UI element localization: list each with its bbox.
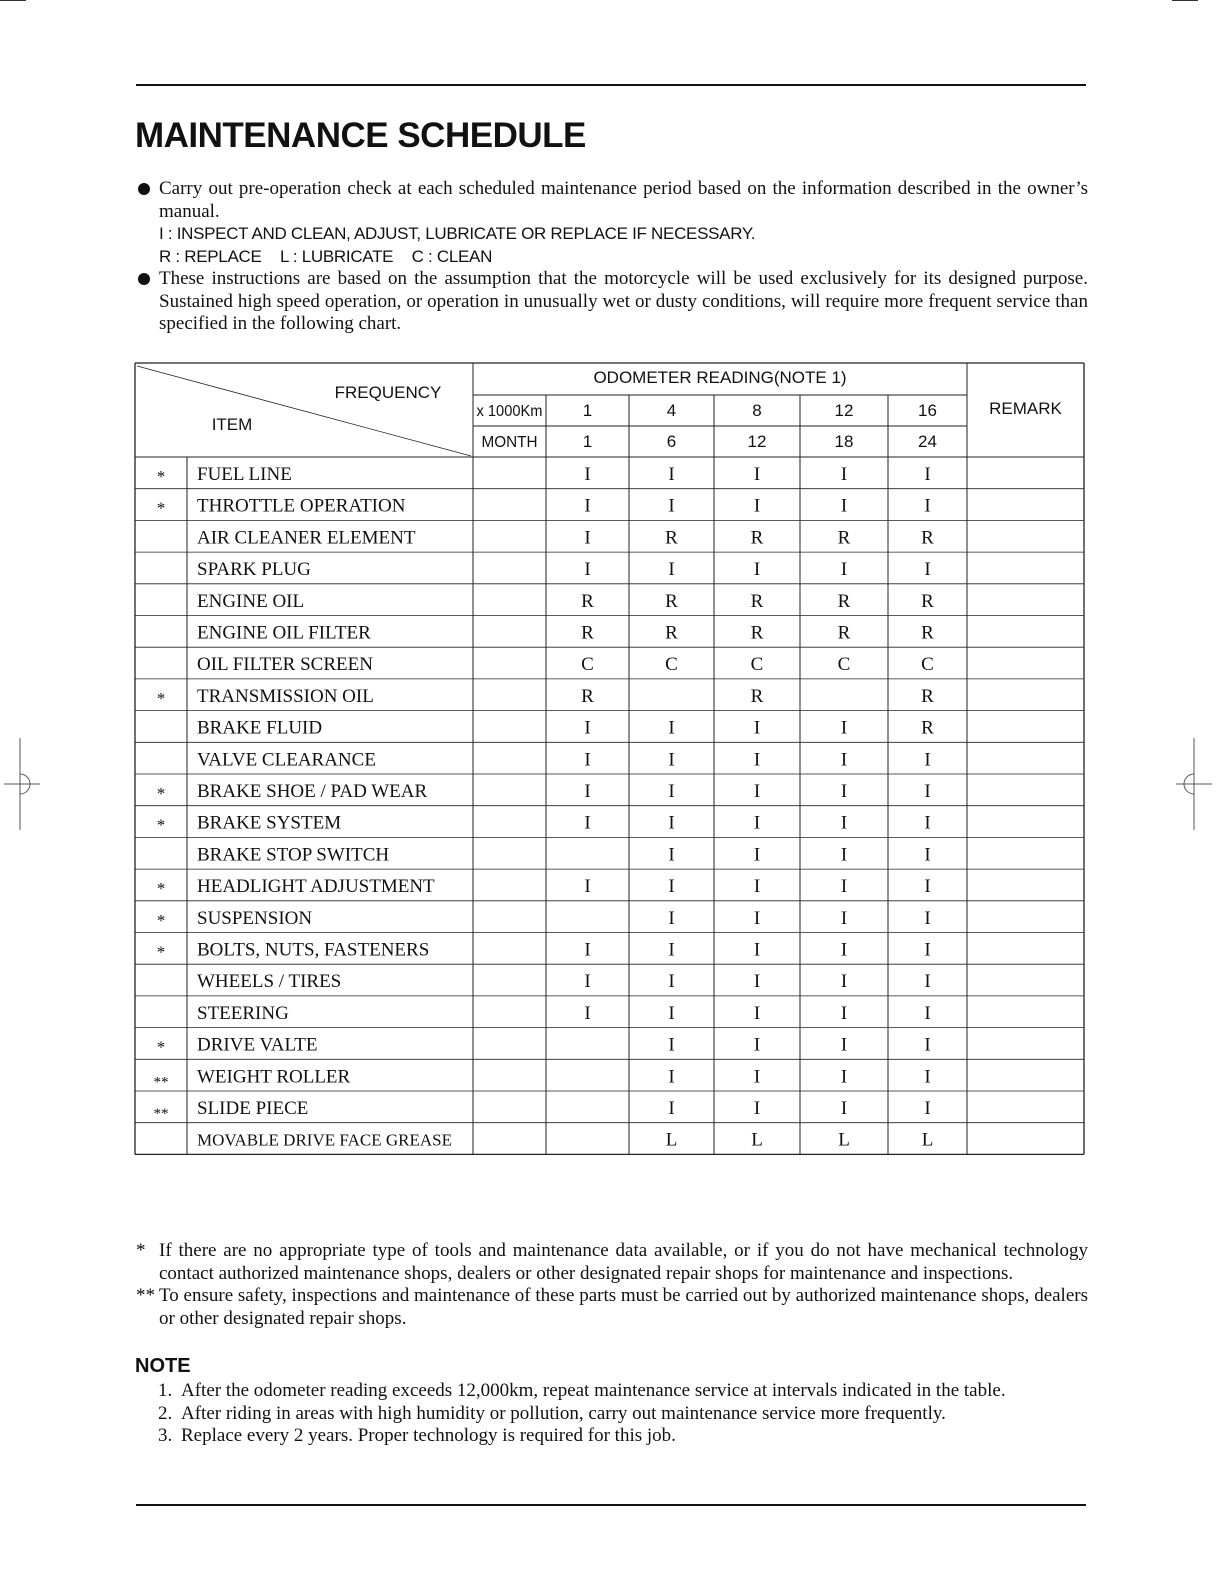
schedule-cell: I xyxy=(924,1066,931,1088)
schedule-cell: R xyxy=(921,622,934,644)
footnote-mark: ** xyxy=(136,1285,155,1306)
schedule-cell: I xyxy=(840,749,848,771)
footnote-mark: * xyxy=(136,1240,146,1261)
schedule-cell: R xyxy=(665,527,678,549)
row-item-label: BRAKE SYSTEM xyxy=(197,812,342,834)
schedule-cell: I xyxy=(840,495,848,517)
km-label: x 1000Km xyxy=(476,403,543,420)
month-value: 6 xyxy=(666,432,677,451)
note-number: 2. xyxy=(158,1402,173,1424)
km-value: 12 xyxy=(834,401,854,420)
month-value: 24 xyxy=(918,432,937,451)
row-item-label: FUEL LINE xyxy=(197,464,292,485)
row-item-label: VALVE CLEARANCE xyxy=(197,749,376,771)
schedule-cell: C xyxy=(921,654,934,676)
schedule-cell: I xyxy=(753,1098,761,1119)
row-mark: * xyxy=(156,910,166,930)
bottom-rule xyxy=(136,1504,1086,1506)
footnote xyxy=(136,1240,1088,1285)
schedule-cell: I xyxy=(840,1066,848,1088)
row-item-label: BRAKE SHOE / PAD WEAR xyxy=(197,781,428,802)
schedule-cell: I xyxy=(840,1034,848,1056)
schedule-cell: I xyxy=(924,1034,931,1056)
schedule-cell: I xyxy=(668,749,675,771)
schedule-cell: I xyxy=(753,1034,761,1056)
schedule-cell: I xyxy=(584,781,591,802)
schedule-cell: C xyxy=(750,654,764,676)
row-item-label: STEERING xyxy=(197,1002,289,1024)
schedule-cell: I xyxy=(924,464,931,485)
schedule-cell: I xyxy=(668,1098,675,1119)
schedule-cell: I xyxy=(668,939,675,961)
schedule-cell: I xyxy=(753,1002,761,1024)
row-item-label: ENGINE OIL FILTER xyxy=(197,622,371,644)
row-item-label: AIR CLEANER ELEMENT xyxy=(197,527,416,549)
km-value: 8 xyxy=(752,401,762,420)
schedule-cell: I xyxy=(840,1002,848,1024)
row-mark: * xyxy=(156,879,166,899)
schedule-cell: R xyxy=(581,685,594,707)
row-item-label: WHEELS / TIRES xyxy=(197,971,342,993)
schedule-cell: C xyxy=(837,654,851,676)
schedule-cell: I xyxy=(840,559,848,581)
schedule-cell: I xyxy=(840,464,848,485)
note-item xyxy=(158,1380,1088,1403)
footnote-text: To ensure safety, inspections and maintenance of these parts must be carried out by authorized maintenance shops, dealers or other designated repair shops. xyxy=(159,1285,1088,1329)
schedule-cell: I xyxy=(924,907,931,929)
note-text: Replace every 2 years. Proper technology is required for this job. xyxy=(181,1425,676,1446)
legend-replace: R : REPLACE xyxy=(159,246,262,266)
schedule-cell: I xyxy=(753,559,761,581)
schedule-cell: I xyxy=(753,781,761,802)
schedule-cell: I xyxy=(584,939,591,961)
schedule-cell: I xyxy=(584,717,591,739)
header-diagonal-line xyxy=(137,366,471,456)
row-item-label: SUSPENSION xyxy=(197,907,313,929)
schedule-cell: I xyxy=(584,527,591,549)
schedule-cell: I xyxy=(924,1098,931,1119)
schedule-cell: I xyxy=(924,781,931,802)
frequency-label: FREQUENCY xyxy=(334,383,442,402)
schedule-cell: I xyxy=(840,939,848,961)
item-label: ITEM xyxy=(211,415,253,434)
note-heading: NOTE xyxy=(135,1355,191,1377)
legend-clean: C : CLEAN xyxy=(411,246,493,266)
month-value: 18 xyxy=(834,432,854,451)
schedule-cell: I xyxy=(584,971,591,993)
schedule-cell: I xyxy=(584,1002,591,1024)
schedule-cell: I xyxy=(840,907,848,929)
schedule-cell: R xyxy=(665,590,678,612)
schedule-cell: I xyxy=(584,495,591,517)
schedule-cell: I xyxy=(753,939,761,961)
schedule-cell: C xyxy=(665,654,678,676)
schedule-cell: L xyxy=(838,1129,850,1151)
month-value: 1 xyxy=(582,432,593,451)
row-item-label: ENGINE OIL xyxy=(197,590,305,612)
schedule-cell: R xyxy=(837,622,851,644)
schedule-cell: I xyxy=(584,812,591,834)
legend-lubricate: L : LUBRICATE xyxy=(279,246,394,266)
month-value: 12 xyxy=(747,432,767,451)
row-item-label: SLIDE PIECE xyxy=(197,1098,309,1119)
schedule-cell: R xyxy=(921,527,934,549)
footnote-text: If there are no appropriate type of tools and maintenance data available, or if you do not have mechanical technology contact authorized maintenance shops, dealers or other designated repair shops for maintenance and inspections. xyxy=(159,1240,1088,1284)
schedule-cell: I xyxy=(668,971,675,993)
schedule-cell: L xyxy=(665,1129,678,1151)
schedule-cell: I xyxy=(924,971,931,993)
schedule-cell: R xyxy=(581,622,594,644)
notes-list xyxy=(158,1380,1088,1448)
row-mark: * xyxy=(156,1037,166,1057)
row-item-label: BOLTS, NUTS, FASTENERS xyxy=(197,939,430,961)
schedule-cell: R xyxy=(750,590,764,612)
row-mark: * xyxy=(156,815,166,835)
row-mark: ** xyxy=(153,1106,169,1122)
schedule-cell: I xyxy=(668,1066,675,1088)
schedule-cell: I xyxy=(753,495,761,517)
schedule-cell: I xyxy=(668,1002,675,1024)
schedule-cell: R xyxy=(750,685,764,707)
schedule-cell: I xyxy=(668,559,675,581)
schedule-cell: I xyxy=(668,844,675,866)
row-mark: * xyxy=(156,498,166,518)
schedule-cell: I xyxy=(840,781,848,802)
km-value: 1 xyxy=(582,401,593,420)
schedule-cell: I xyxy=(924,749,931,771)
note-item xyxy=(158,1425,1088,1448)
row-item-label: MOVABLE DRIVE FACE GREASE xyxy=(197,1130,452,1150)
schedule-cell: R xyxy=(581,590,594,612)
schedule-cell: I xyxy=(924,876,931,898)
schedule-cell: C xyxy=(581,654,594,676)
schedule-cell: I xyxy=(584,749,591,771)
schedule-cell: R xyxy=(837,590,851,612)
schedule-cell: I xyxy=(584,876,591,898)
schedule-cell: R xyxy=(921,685,934,707)
footnote xyxy=(136,1285,1088,1330)
schedule-cell: R xyxy=(750,527,764,549)
schedule-cell: I xyxy=(753,717,761,739)
schedule-cell: I xyxy=(840,812,848,834)
schedule-cell: R xyxy=(750,622,764,644)
schedule-cell: I xyxy=(668,717,675,739)
month-label: MONTH xyxy=(481,434,538,451)
schedule-cell: I xyxy=(924,1002,931,1024)
schedule-cell: R xyxy=(921,590,934,612)
km-value: 16 xyxy=(918,401,937,420)
note-text: After riding in areas with high humidity or pollution, carry out maintenance service more frequently. xyxy=(181,1402,946,1424)
row-item-label: DRIVE VALTE xyxy=(197,1034,318,1056)
schedule-cell: L xyxy=(921,1129,934,1151)
row-item-label: THROTTLE OPERATION xyxy=(197,495,406,517)
schedule-cell: I xyxy=(924,495,931,517)
schedule-cell: R xyxy=(921,717,934,739)
remark-label: REMARK xyxy=(989,399,1062,418)
schedule-cell: I xyxy=(840,1098,848,1119)
schedule-cell: I xyxy=(668,781,675,802)
schedule-cell: I xyxy=(924,939,931,961)
intro-bullet-text: These instructions are based on the assumption that the motorcycle will be used exclusively for its designed purpose. Sustained high speed operation, or operation in unusually wet or dusty conditions, will require more frequent service than specified in the following chart. xyxy=(159,268,1088,334)
note-item xyxy=(158,1403,1088,1426)
schedule-cell: I xyxy=(753,876,761,898)
schedule-cell: I xyxy=(668,1034,675,1056)
schedule-cell: I xyxy=(924,812,931,834)
schedule-cell: R xyxy=(665,622,678,644)
row-item-label: OIL FILTER SCREEN xyxy=(197,654,373,676)
schedule-cell: I xyxy=(668,812,675,834)
schedule-cell: I xyxy=(840,717,848,739)
schedule-cell: I xyxy=(753,812,761,834)
row-item-label: TRANSMISSION OIL xyxy=(197,685,374,707)
footnotes xyxy=(136,1240,1088,1330)
page-title: MAINTENANCE SCHEDULE xyxy=(135,116,586,155)
schedule-cell: I xyxy=(753,464,761,485)
schedule-cell: R xyxy=(837,527,851,549)
schedule-cell: I xyxy=(753,971,761,993)
schedule-cell: I xyxy=(840,876,848,898)
row-item-label: SPARK PLUG xyxy=(197,559,311,581)
row-item-label: HEADLIGHT ADJUSTMENT xyxy=(197,876,435,898)
note-number: 3. xyxy=(158,1425,173,1446)
legend-line-1: I : INSPECT AND CLEAN, ADJUST, LUBRICATE OR REPLACE IF NECESSARY. xyxy=(159,224,756,243)
schedule-cell: I xyxy=(840,971,848,993)
row-mark: * xyxy=(156,784,166,803)
schedule-cell: I xyxy=(668,907,675,929)
schedule-cell: L xyxy=(751,1129,763,1151)
schedule-cell: I xyxy=(924,559,931,581)
schedule-cell: I xyxy=(924,844,931,866)
schedule-cell: I xyxy=(668,464,675,485)
row-item-label: WEIGHT ROLLER xyxy=(197,1066,351,1088)
intro-bullet-text: Carry out pre-operation check at each scheduled maintenance period based on the information described in the owner’s manual. xyxy=(159,178,1088,222)
note-number: 1. xyxy=(158,1380,173,1401)
schedule-cell: I xyxy=(840,844,848,866)
schedule-cell: I xyxy=(753,844,761,866)
schedule-cell: I xyxy=(753,907,761,929)
schedule-cell: I xyxy=(668,876,675,898)
row-mark: * xyxy=(156,942,166,962)
row-mark: * xyxy=(156,467,166,486)
schedule-cell: I xyxy=(753,749,761,771)
schedule-cell: I xyxy=(584,464,591,485)
schedule-cell: I xyxy=(668,495,675,517)
row-item-label: BRAKE STOP SWITCH xyxy=(197,844,390,866)
schedule-cell: I xyxy=(753,1066,761,1088)
row-mark: * xyxy=(156,688,166,708)
schedule-cell: I xyxy=(584,559,591,581)
row-item-label: BRAKE FLUID xyxy=(197,717,323,739)
km-value: 4 xyxy=(666,401,677,420)
note-text: After the odometer reading exceeds 12,000km, repeat maintenance service at intervals indicated in the table. xyxy=(181,1380,1006,1401)
row-mark: ** xyxy=(153,1074,169,1091)
odometer-label: ODOMETER READING(NOTE 1) xyxy=(593,368,847,387)
